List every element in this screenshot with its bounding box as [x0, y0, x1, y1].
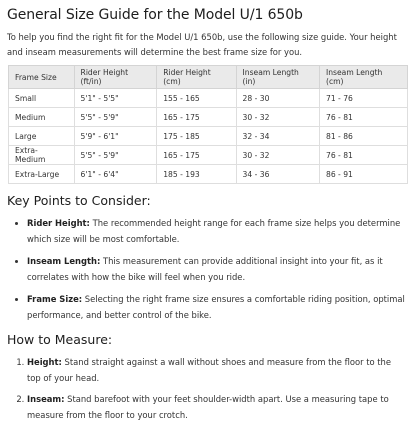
table-cell: 76 - 81 — [319, 108, 407, 127]
table-cell: 175 - 185 — [157, 127, 236, 146]
list-item-term: Inseam: — [27, 394, 65, 404]
list-item — [27, 392, 407, 423]
key-points-heading: Key Points to Consider: — [7, 193, 151, 208]
table-cell: 81 - 86 — [319, 127, 407, 146]
table-cell: Medium — [9, 108, 75, 127]
table-cell: 28 - 30 — [236, 89, 319, 108]
table-header-row — [9, 66, 408, 89]
table-cell: 32 - 34 — [236, 127, 319, 146]
list-item-term: Inseam Length: — [27, 256, 101, 266]
list-item-text: Selecting the right frame size ensures a comfortable riding position, optimal performance, and better control of the bike. — [27, 294, 405, 320]
table-cell: 165 - 175 — [157, 108, 236, 127]
list-item-text: This measurement can provide additional insight into your fit, as it correlates with how the bike will feel when you ride. — [27, 256, 383, 282]
table-cell: 5'5" - 5'9" — [74, 108, 157, 127]
list-item — [27, 355, 407, 386]
table-cell: Extra-Large — [9, 165, 75, 184]
key-points-list — [7, 216, 407, 323]
table-cell: 30 - 32 — [236, 108, 319, 127]
list-item-text: The recommended height range for each frame size helps you determine which size will be most comfortable. — [27, 218, 401, 244]
header-cell: Rider Height (cm) — [157, 66, 236, 89]
list-item-term: Rider Height: — [27, 218, 90, 228]
table-cell: 71 - 76 — [319, 89, 407, 108]
table-row — [9, 108, 408, 127]
table-cell: 155 - 165 — [157, 89, 236, 108]
table-cell: Large — [9, 127, 75, 146]
header-cell: Inseam Length (in) — [236, 66, 319, 89]
list-item-text: Stand barefoot with your feet shoulder-width apart. Use a measuring tape to measure from the floor to your crotch. — [27, 394, 389, 420]
header-cell: Rider Height (ft/in) — [74, 66, 157, 89]
table-cell: Small — [9, 89, 75, 108]
list-item-term: Height: — [27, 357, 62, 367]
list-item-text: Stand straight against a wall without shoes and measure from the floor to the top of your head. — [27, 357, 392, 383]
intro-paragraph: To help you find the right fit for the Model U/1 650b, use the following size guide. Your height and inseam measurements will determine the best frame size for you. — [7, 32, 397, 57]
list-item — [27, 254, 407, 285]
table-cell: 5'1" - 5'5" — [74, 89, 157, 108]
table-row — [9, 146, 408, 165]
table-cell: 165 - 175 — [157, 146, 236, 165]
table-cell: 86 - 91 — [319, 165, 407, 184]
header-cell: Frame Size — [9, 66, 75, 89]
list-item-term: Frame Size: — [27, 294, 83, 304]
table-cell: 5'5" - 5'9" — [74, 146, 157, 165]
table-cell: 185 - 193 — [157, 165, 236, 184]
page-title: General Size Guide for the Model U/1 650b — [7, 7, 303, 23]
table-row — [9, 89, 408, 108]
size-table — [8, 65, 408, 184]
table-cell: 30 - 32 — [236, 146, 319, 165]
table-cell: 76 - 81 — [319, 146, 407, 165]
list-item — [27, 292, 407, 323]
table-cell: 34 - 36 — [236, 165, 319, 184]
header-cell: Inseam Length (cm) — [319, 66, 407, 89]
table-row — [9, 165, 408, 184]
table-row — [9, 127, 408, 146]
list-item — [27, 216, 407, 247]
table-cell: 6'1" - 6'4" — [74, 165, 157, 184]
table-cell: 5'9" - 6'1" — [74, 127, 157, 146]
how-to-heading: How to Measure: — [7, 332, 113, 347]
table-cell: Extra-Medium — [9, 146, 75, 165]
